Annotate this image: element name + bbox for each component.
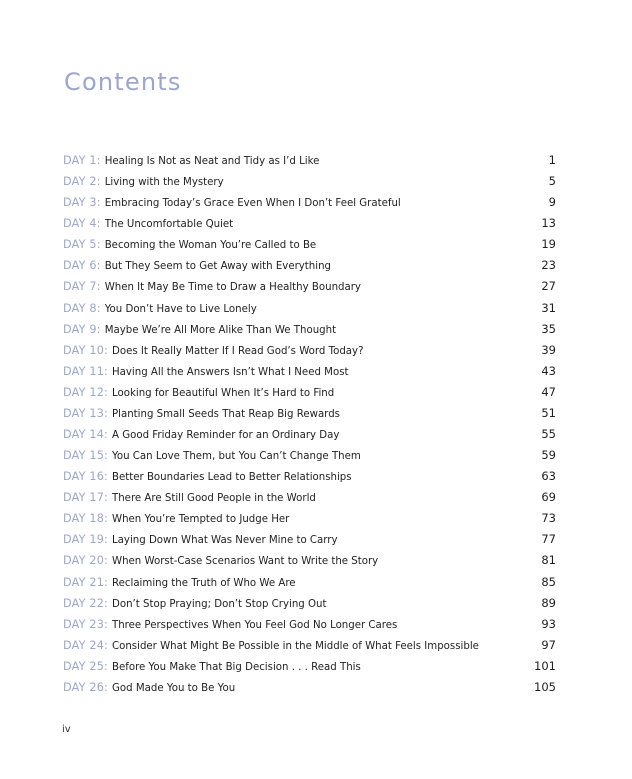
toc-day-label: DAY 4: — [63, 217, 101, 231]
toc-entry — [63, 150, 556, 171]
toc-entry-title: Planting Small Seeds That Reap Big Rewards — [112, 408, 340, 420]
toc-entry — [63, 614, 556, 635]
toc-page-number: 105 — [534, 679, 556, 694]
toc-page-number: 59 — [541, 448, 556, 463]
toc-day-label: DAY 25: — [63, 659, 108, 673]
toc-day-label: DAY 8: — [63, 301, 101, 315]
toc-page-number: 5 — [548, 174, 556, 189]
toc-entry-title: Having All the Answers Isn’t What I Need Most — [112, 366, 349, 378]
toc-entry-title: God Made You to Be You — [112, 682, 236, 694]
toc-day-label: DAY 16: — [63, 470, 108, 484]
toc-day-label: DAY 23: — [63, 617, 108, 631]
page-number: iv — [62, 724, 71, 735]
toc-day-label: DAY 24: — [63, 638, 108, 652]
toc-entry-title: A Good Friday Reminder for an Ordinary Day — [112, 430, 340, 442]
toc-entry — [63, 445, 556, 466]
toc-page-number: 73 — [541, 511, 556, 526]
toc-entry-title: When Worst-Case Scenarios Want to Write the Story — [112, 556, 379, 568]
toc-page-number: 39 — [541, 342, 556, 357]
toc-page-number: 1 — [548, 153, 556, 167]
toc-entry — [63, 340, 556, 361]
toc-entry — [63, 635, 556, 656]
toc-entry — [63, 593, 556, 614]
toc-entry — [63, 171, 556, 192]
toc-entry-title: Healing Is Not as Neat and Tidy as I’d Like — [104, 156, 320, 167]
toc-entry-title: Maybe We’re All More Alike Than We Thought — [104, 324, 337, 336]
toc-day-label: DAY 15: — [63, 449, 108, 463]
toc-day-label: DAY 18: — [63, 512, 108, 526]
toc-page-number: 69 — [541, 490, 556, 505]
toc-entry — [63, 572, 556, 593]
toc-page-number: 81 — [541, 553, 556, 568]
table-of-contents — [63, 150, 556, 698]
toc-entry — [63, 677, 556, 698]
toc-day-label: DAY 17: — [63, 491, 108, 505]
toc-page-number: 63 — [541, 469, 556, 484]
toc-day-label: DAY 26: — [63, 680, 108, 694]
toc-entry — [63, 192, 556, 213]
toc-entry — [63, 319, 556, 340]
toc-entry — [63, 213, 556, 234]
toc-entry-title: When You’re Tempted to Judge Her — [112, 514, 290, 526]
toc-page-number: 43 — [541, 363, 556, 378]
toc-entry-title: Looking for Beautiful When It’s Hard to Find — [112, 387, 335, 399]
toc-entry-title: Reclaiming the Truth of Who We Are — [112, 577, 296, 589]
toc-page-number: 9 — [548, 195, 556, 210]
toc-entry-title: But They Seem to Get Away with Everything — [104, 261, 332, 273]
toc-day-label: DAY 14: — [63, 428, 108, 442]
toc-entry — [63, 298, 556, 319]
toc-day-label: DAY 13: — [63, 406, 108, 420]
toc-page-number: 19 — [541, 237, 556, 252]
toc-entry — [63, 508, 556, 529]
toc-entry — [63, 234, 556, 255]
toc-day-label: DAY 7: — [63, 280, 101, 294]
toc-day-label: DAY 10: — [63, 343, 108, 357]
toc-day-label: DAY 3: — [63, 196, 101, 210]
toc-day-label: DAY 5: — [63, 238, 101, 252]
toc-entry — [63, 276, 556, 297]
toc-day-label: DAY 21: — [63, 575, 108, 589]
toc-page-number: 27 — [541, 279, 556, 294]
toc-entry-title: When It May Be Time to Draw a Healthy Boundary — [104, 282, 361, 294]
toc-entry-title: There Are Still Good People in the World — [112, 493, 316, 505]
toc-page-number: 35 — [541, 321, 556, 336]
toc-page-number: 47 — [541, 384, 556, 399]
toc-entry — [63, 361, 556, 382]
toc-page-number: 55 — [541, 427, 556, 442]
toc-entry-title: Three Perspectives When You Feel God No Longer Cares — [112, 619, 398, 631]
toc-day-label: DAY 6: — [63, 259, 101, 273]
toc-page-number: 77 — [541, 532, 556, 547]
toc-entry — [63, 487, 556, 508]
toc-entry-title: Becoming the Woman You’re Called to Be — [104, 240, 317, 252]
toc-page-number: 89 — [541, 595, 556, 610]
toc-day-label: DAY 12: — [63, 385, 108, 399]
toc-entry-title: Don’t Stop Praying; Don’t Stop Crying Out — [112, 598, 327, 610]
toc-day-label: DAY 19: — [63, 533, 108, 547]
toc-page-number: 97 — [541, 637, 556, 652]
toc-day-label: DAY 9: — [63, 322, 101, 336]
toc-page-number: 101 — [534, 658, 556, 673]
toc-day-label: DAY 1: — [63, 154, 101, 167]
toc-page-number: 93 — [541, 616, 556, 631]
page-title: Contents — [64, 68, 182, 96]
toc-entry — [63, 255, 556, 276]
toc-page-number: 31 — [541, 300, 556, 315]
toc-day-label: DAY 11: — [63, 364, 108, 378]
toc-day-label: DAY 20: — [63, 554, 108, 568]
toc-entry-title: You Can Love Them, but You Can’t Change Them — [112, 451, 361, 463]
toc-page-number: 13 — [541, 216, 556, 231]
toc-entry — [63, 382, 556, 403]
toc-entry — [63, 424, 556, 445]
toc-entry-title: Before You Make That Big Decision . . . Read This — [112, 661, 361, 673]
toc-entry-title: Laying Down What Was Never Mine to Carry — [112, 535, 338, 547]
toc-page-number: 85 — [541, 574, 556, 589]
toc-entry-title: Embracing Today’s Grace Even When I Don’t Feel Grateful — [104, 198, 401, 210]
toc-entry-title: Does It Really Matter If I Read God’s Word Today? — [112, 345, 364, 357]
toc-page-number: 51 — [541, 405, 556, 420]
toc-entry — [63, 529, 556, 550]
toc-entry-title: Consider What Might Be Possible in the Middle of What Feels Impossible — [112, 640, 479, 652]
toc-entry-title: Living with the Mystery — [104, 177, 224, 189]
toc-entry-title: You Don’t Have to Live Lonely — [104, 303, 257, 315]
toc-entry — [63, 466, 556, 487]
toc-entry — [63, 656, 556, 677]
toc-page-number: 23 — [541, 258, 556, 273]
toc-day-label: DAY 2: — [63, 175, 101, 189]
toc-day-label: DAY 22: — [63, 596, 108, 610]
toc-entry-title: The Uncomfortable Quiet — [104, 219, 234, 231]
toc-entry — [63, 550, 556, 571]
toc-entry-title: Better Boundaries Lead to Better Relationships — [112, 472, 352, 484]
toc-entry — [63, 403, 556, 424]
